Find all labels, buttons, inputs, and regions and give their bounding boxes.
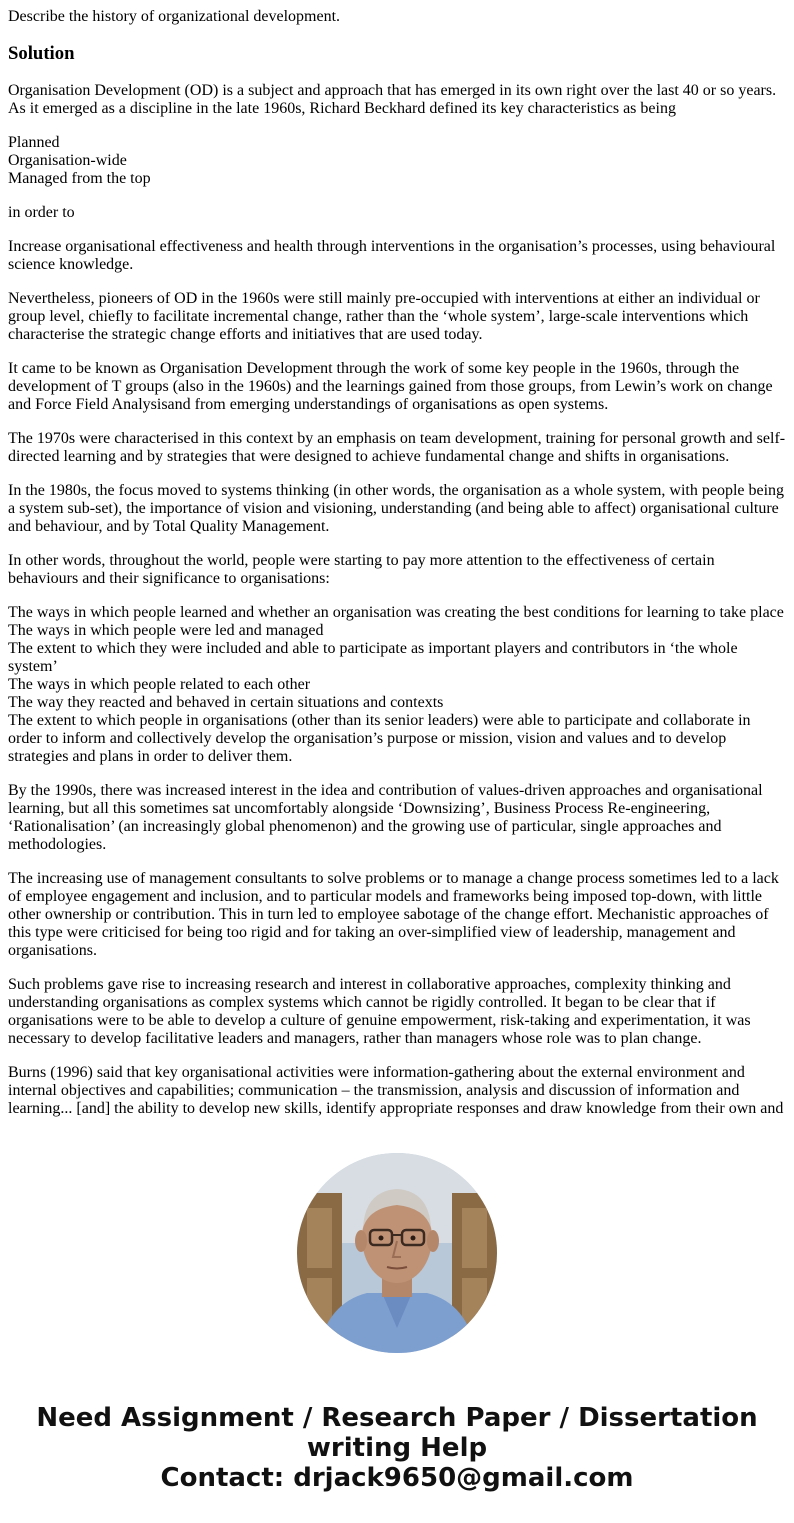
list-item: The ways in which people learned and whether an organisation was creating the best conditions for learning to take place [8,604,784,621]
paragraph-5: It came to be known as Organisation Development through the work of some key people in the 1960s, through the development of T groups (also in the 1960s) and the learnings gained from those groups, from Lewin’s work on change and Force Field Analysisand from emerging understandings of organisations as open systems. [8,360,773,413]
paragraph-3: Increase organisational effectiveness and health through interventions in the organisation’s processes, using behavioural science knowledge. [8,238,776,273]
list-item: The way they reacted and behaved in certain situations and contexts [8,694,444,711]
footer-line-1: Need Assignment / Research Paper / Dissertation [36,1403,758,1433]
paragraph-2: in order to [8,204,75,221]
paragraph-1: Organisation Development (OD) is a subject and approach that has emerged in its own right over the last 40 or so years. As it emerged as a discipline in the late 1960s, Richard Beckhard defined its key characteristics as being [8,82,777,117]
document-body [8,8,788,1134]
paragraph-11: Such problems gave rise to increasing research and interest in collaborative approaches, complexity thinking and understanding organisations as complex systems which cannot be rigidly controlled. It began to be clear that if organisations were to be able to develop a culture of genuine empowerment, risk-taking and experimentation, it was necessary to develop facilitative leaders and managers, rather than managers whose role was to plan change. [8,976,751,1047]
footer-contact: Contact: drjack9650@gmail.com [160,1463,634,1493]
paragraph-10: The increasing use of management consultants to solve problems or to manage a change process sometimes led to a lack of employee engagement and inclusion, and to particular models and frameworks being imposed top-down, with little other ownership or contribution. This in turn led to employee sabotage of the change effort. Mechanistic approaches of this type were criticised for being too rigid and for taking an over-simplified view of leadership, management and organisations. [8,870,779,959]
list-item: The extent to which people in organisations (other than its senior leaders) were able to participate and collaborate in order to inform and collectively develop the organisation’s purpose or mission, vision and values and to develop strategies and plans in order to deliver them. [8,712,751,765]
list-item: The ways in which people related to each other [8,676,311,693]
paragraph-8: In other words, throughout the world, people were starting to pay more attention to the effectiveness of certain behaviours and their significance to organisations: [8,552,715,587]
paragraph-7: In the 1980s, the focus moved to systems thinking (in other words, the organisation as a whole system, with people being a system sub-set), the importance of vision and visioning, understanding (and being able to affect) organisational culture and behaviour, and by Total Quality Management. [8,482,785,535]
paragraph-9: By the 1990s, there was increased interest in the idea and contribution of values-driven approaches and organisational learning, but all this sometimes sat uncomfortably alongside ‘Downsizing’, Business Process Re-engineering, ‘Rationalisation’ (an increasingly global phenomenon) and the growing use of particular, single approaches and methodologies. [8,782,763,853]
list-item: Planned [8,134,60,151]
characteristics-list [8,134,788,188]
paragraph-6: The 1970s were characterised in this context by an emphasis on team development, training for personal growth and self-directed learning and by strategies that were designed to achieve fundamental change and shifts in organisations. [8,430,786,465]
question-text: Describe the history of organizational development. [8,8,341,25]
footer-banner [0,1403,794,1493]
person-portrait-icon [297,1153,497,1353]
footer-line-2: writing Help [306,1433,488,1463]
behaviours-list [8,604,788,766]
solution-heading: Solution [8,43,75,64]
list-item: Organisation-wide [8,152,127,169]
paragraph-12: Burns (1996) said that key organisational activities were information-gathering about the external environment and internal objectives and capabilities; communication – the transmission, analysis and discussion of information and learning... [and] the ability to develop new skills, identify appropriate responses and draw knowledge from their own and [8,1064,784,1117]
paragraph-4: Nevertheless, pioneers of OD in the 1960s were still mainly pre-occupied with interventions at either an individual or group level, chiefly to facilitate incremental change, rather than the ‘whole system’, large-scale interventions which characterise the strategic change efforts and initiatives that are used today. [8,290,760,343]
list-item: The extent to which they were included and able to participate as important players and contributors in ‘the whole system’ [8,640,738,675]
list-item: The ways in which people were led and managed [8,622,324,639]
list-item: Managed from the top [8,170,151,187]
author-avatar [297,1153,497,1353]
